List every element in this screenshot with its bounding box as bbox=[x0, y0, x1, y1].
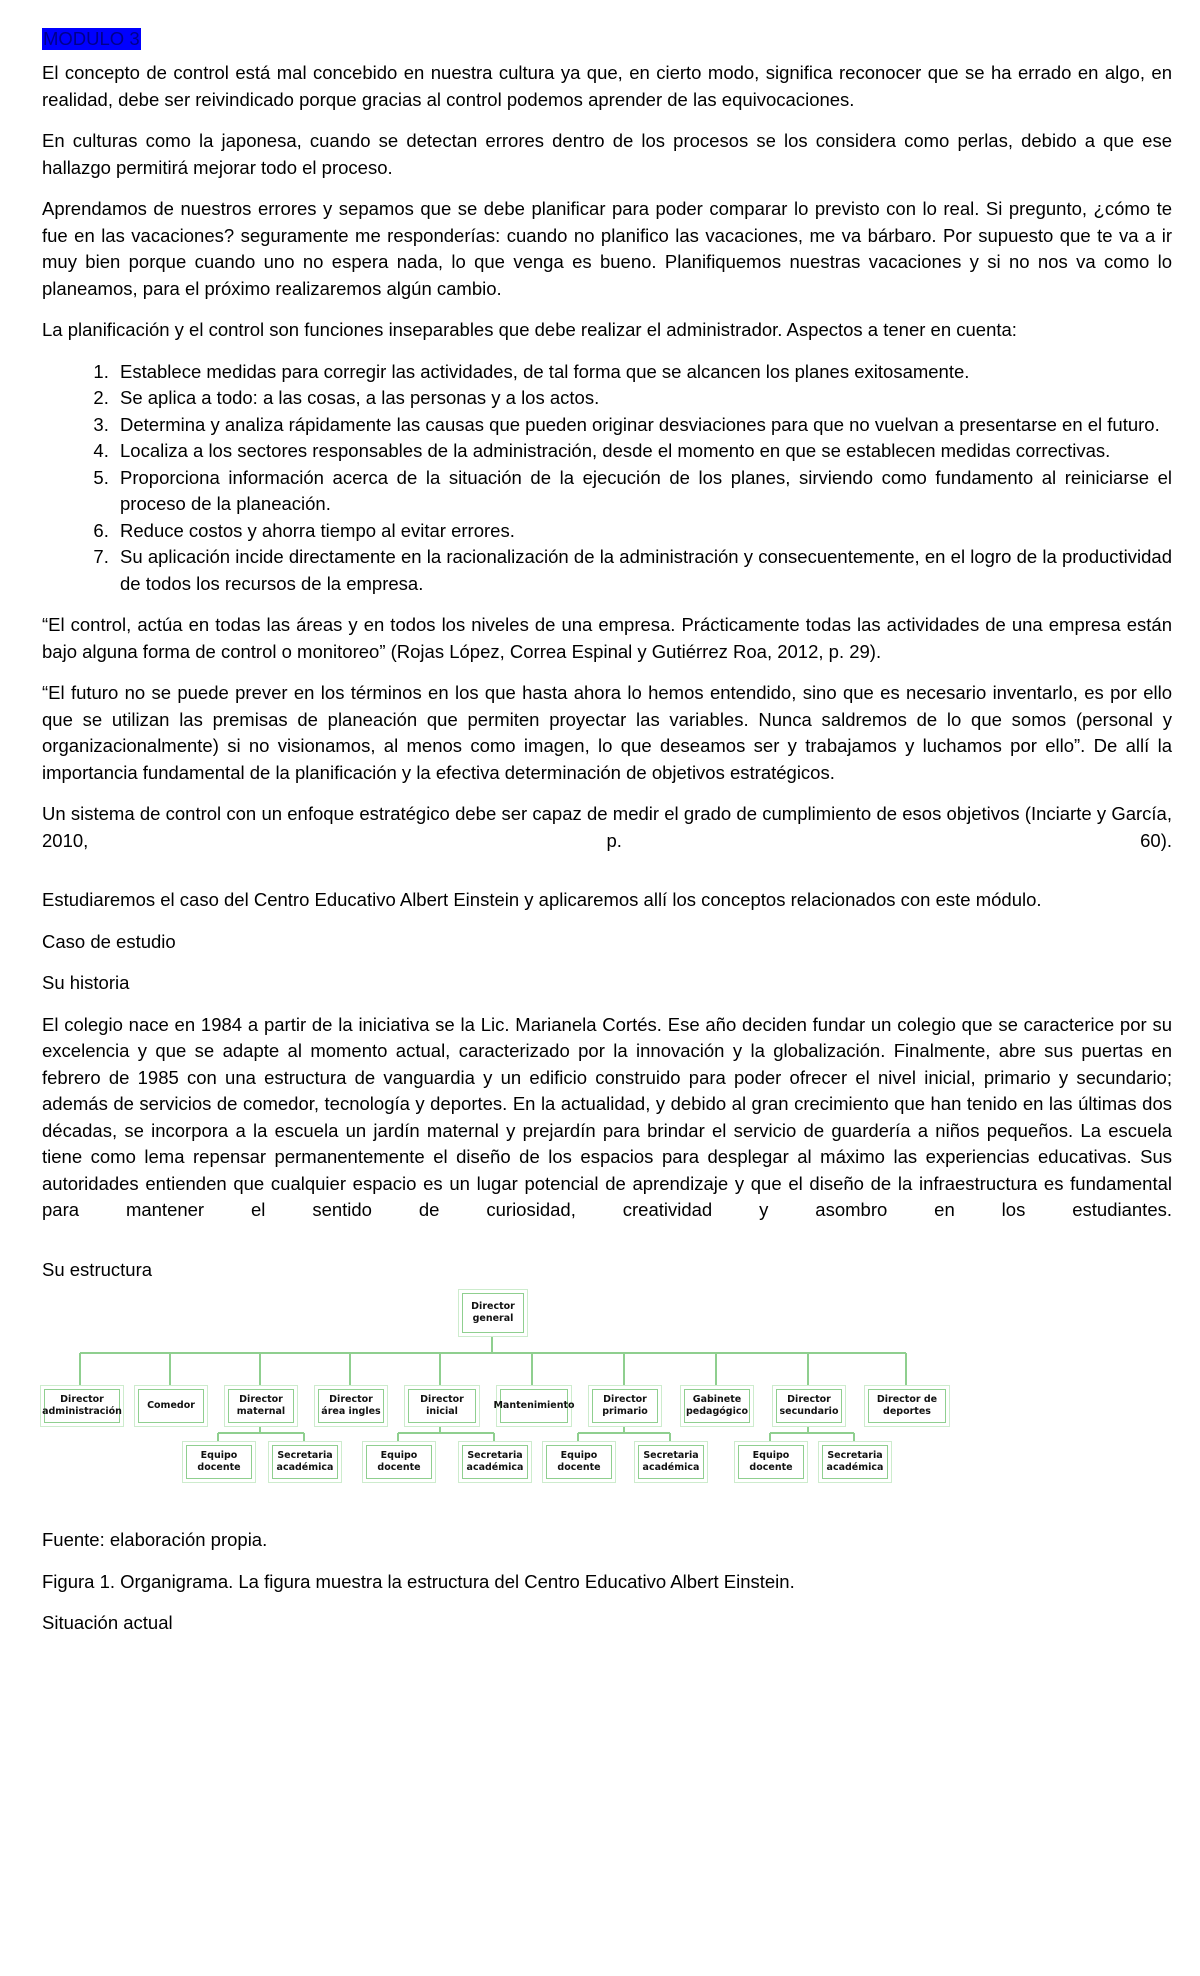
org-node-gabinete-pedagogico: Gabinete pedagógico bbox=[684, 1389, 750, 1423]
quote-future: “El futuro no se puede prever en los términos en los que hasta ahora lo hemos entendido, sino que es necesario inventarlo, es por ello que se utilizan las premisas de planeación que permiten proyectar las variables. Nunca saldremos de lo que somos (personal y organizacionalmente) si no visionamos, al menos como imagen, lo que deseamos ser y trabajamos y luchamos por ello”. De allí la importancia fundamental de la planificación y la efectiva determinación de objetivos estratégicos. bbox=[42, 682, 1172, 783]
org-node-secretaria-academica: Secretaria académica bbox=[462, 1445, 528, 1479]
heading-structure: Su estructura bbox=[42, 1258, 153, 1280]
org-node-secretaria-academica: Secretaria académica bbox=[822, 1445, 888, 1479]
list-item: 3. Determina y analiza rápidamente las causas que pueden originar desviaciones para que no vuelvan a presentarse en el futuro. bbox=[114, 412, 1172, 439]
org-node-director-administracion: Director administración bbox=[44, 1389, 120, 1423]
org-node-secretaria-academica: Secretaria académica bbox=[638, 1445, 704, 1479]
org-node-equipo-docente: Equipo docente bbox=[546, 1445, 612, 1479]
org-node-equipo-docente: Equipo docente bbox=[186, 1445, 252, 1479]
list-item: 2. Se aplica a todo: a las cosas, a las personas y a los actos. bbox=[114, 385, 1172, 412]
aspects-list bbox=[42, 359, 1172, 598]
document-page bbox=[42, 28, 1172, 1652]
org-node-director-primario: Director primario bbox=[592, 1389, 658, 1423]
quote-rojas: “El control, actúa en todas las áreas y en todos los niveles de una empresa. Prácticamente todas las actividades de una empresa están bajo alguna forma de control o monitoreo” (Rojas López, Correa Espinal y Gutiérrez Roa, 2012, p. 29). bbox=[42, 614, 1172, 662]
list-item: 5. Proporciona información acerca de la situación de la ejecución de los planes, sirviendo como fundamento al reiniciarse el proceso de la planeación. bbox=[114, 465, 1172, 518]
list-item: 1. Establece medidas para corregir las actividades, de tal forma que se alcancen los planes exitosamente. bbox=[114, 359, 1172, 386]
org-node-director-inicial: Director inicial bbox=[408, 1389, 476, 1423]
org-node-equipo-docente: Equipo docente bbox=[366, 1445, 432, 1479]
figure-caption: Figura 1. Organigrama. La figura muestra la estructura del Centro Educativo Albert Einstein. bbox=[42, 1570, 795, 1592]
paragraph-control-concept: El concepto de control está mal concebido en nuestra cultura ya que, en cierto modo, significa reconocer que se ha errado en algo, en realidad, debe ser reivindicado porque gracias al control podemos aprender de las equivocaciones. bbox=[42, 62, 1172, 110]
org-node-director-general: Director general bbox=[462, 1293, 524, 1333]
org-node-director-maternal: Director maternal bbox=[228, 1389, 294, 1423]
paragraph-history: El colegio nace en 1984 a partir de la iniciativa se la Lic. Marianela Cortés. Ese año deciden fundar un colegio que se caracterice por su excelencia y que se adapte al momento actual, caracterizado por la innovación y la globalización. Finalmente, abre sus puertas en febrero de 1985 con una estructura de vanguardia y un edificio construido para poder ofrecer el nivel inicial, primario y secundario; además de servicios de comedor, tecnología y deportes. En la actualidad, y debido al gran crecimiento que han tenido en las últimas dos décadas, se incorpora a la escuela un jardín maternal y prejardín para brindar el servicio de guardería a niños pequeños. La escuela tiene como lema repensar permanentemente el diseño de los espacios para desplegar al máximo las experiencias educativas. Sus autoridades entienden que cualquier espacio es un lugar potencial de aprendizaje y que el diseño de la infraestructura es fundamental para mantener el sentido de curiosidad, creatividad y asombro en los estudiantes. bbox=[42, 1013, 1172, 1220]
org-node-director-area-ingles: Director área ingles bbox=[318, 1389, 384, 1423]
paragraph-learn-from-errors: Aprendamos de nuestros errores y sepamos que se debe planificar para poder comparar lo previsto con lo real. Si pregunto, ¿cómo te fue en las vacaciones? seguramente me responderías: cuando no planifico las vacaciones, me va bárbaro. Por supuesto que te va a ir muy bien porque cuando uno no espera nada, lo que venga es bueno. Planifiquemos nuestras vacaciones y si no nos va como lo planeamos, para el próximo realizaremos algún cambio. bbox=[42, 198, 1172, 299]
list-item: 6. Reduce costos y ahorra tiempo al evitar errores. bbox=[114, 518, 1172, 545]
org-node-mantenimiento: Mantenimiento bbox=[500, 1389, 568, 1423]
paragraph-japanese-culture: En culturas como la japonesa, cuando se detectan errores dentro de los procesos se los considera como perlas, debido a que ese hallazgo permitirá mejorar todo el proceso. bbox=[42, 130, 1172, 178]
list-item: 4. Localiza a los sectores responsables de la administración, desde el momento en que se establecen medidas correctivas. bbox=[114, 438, 1172, 465]
org-node-equipo-docente: Equipo docente bbox=[738, 1445, 804, 1479]
org-node-comedor: Comedor bbox=[138, 1389, 204, 1423]
paragraph-planning-control: La planificación y el control son funciones inseparables que debe realizar el administrador. Aspectos a tener en cuenta: bbox=[42, 319, 1017, 340]
list-item: 7. Su aplicación incide directamente en la racionalización de la administración y consecuentemente, en el logro de la productividad de todos los recursos de la empresa. bbox=[114, 544, 1172, 597]
heading-case-study: Caso de estudio bbox=[42, 930, 176, 952]
org-node-director-deportes: Director de deportes bbox=[868, 1389, 946, 1423]
heading-history: Su historia bbox=[42, 972, 130, 993]
org-node-secretaria-academica: Secretaria académica bbox=[272, 1445, 338, 1479]
source-note: Fuente: elaboración propia. bbox=[42, 1529, 268, 1550]
org-chart bbox=[42, 1291, 962, 1513]
paragraph-case-intro: Estudiaremos el caso del Centro Educativo Albert Einstein y aplicaremos allí los conceptos relacionados con este módulo. bbox=[42, 889, 1042, 910]
module-title: MODULO 3 bbox=[43, 28, 140, 49]
paragraph-control-system: Un sistema de control con un enfoque estratégico debe ser capaz de medir el grado de cumplimiento de esos objetivos (Inciarte y García, 2010, p. 60). bbox=[42, 803, 1172, 851]
org-node-director-secundario: Director secundario bbox=[776, 1389, 842, 1423]
heading-current-situation: Situación actual bbox=[42, 1612, 173, 1633]
